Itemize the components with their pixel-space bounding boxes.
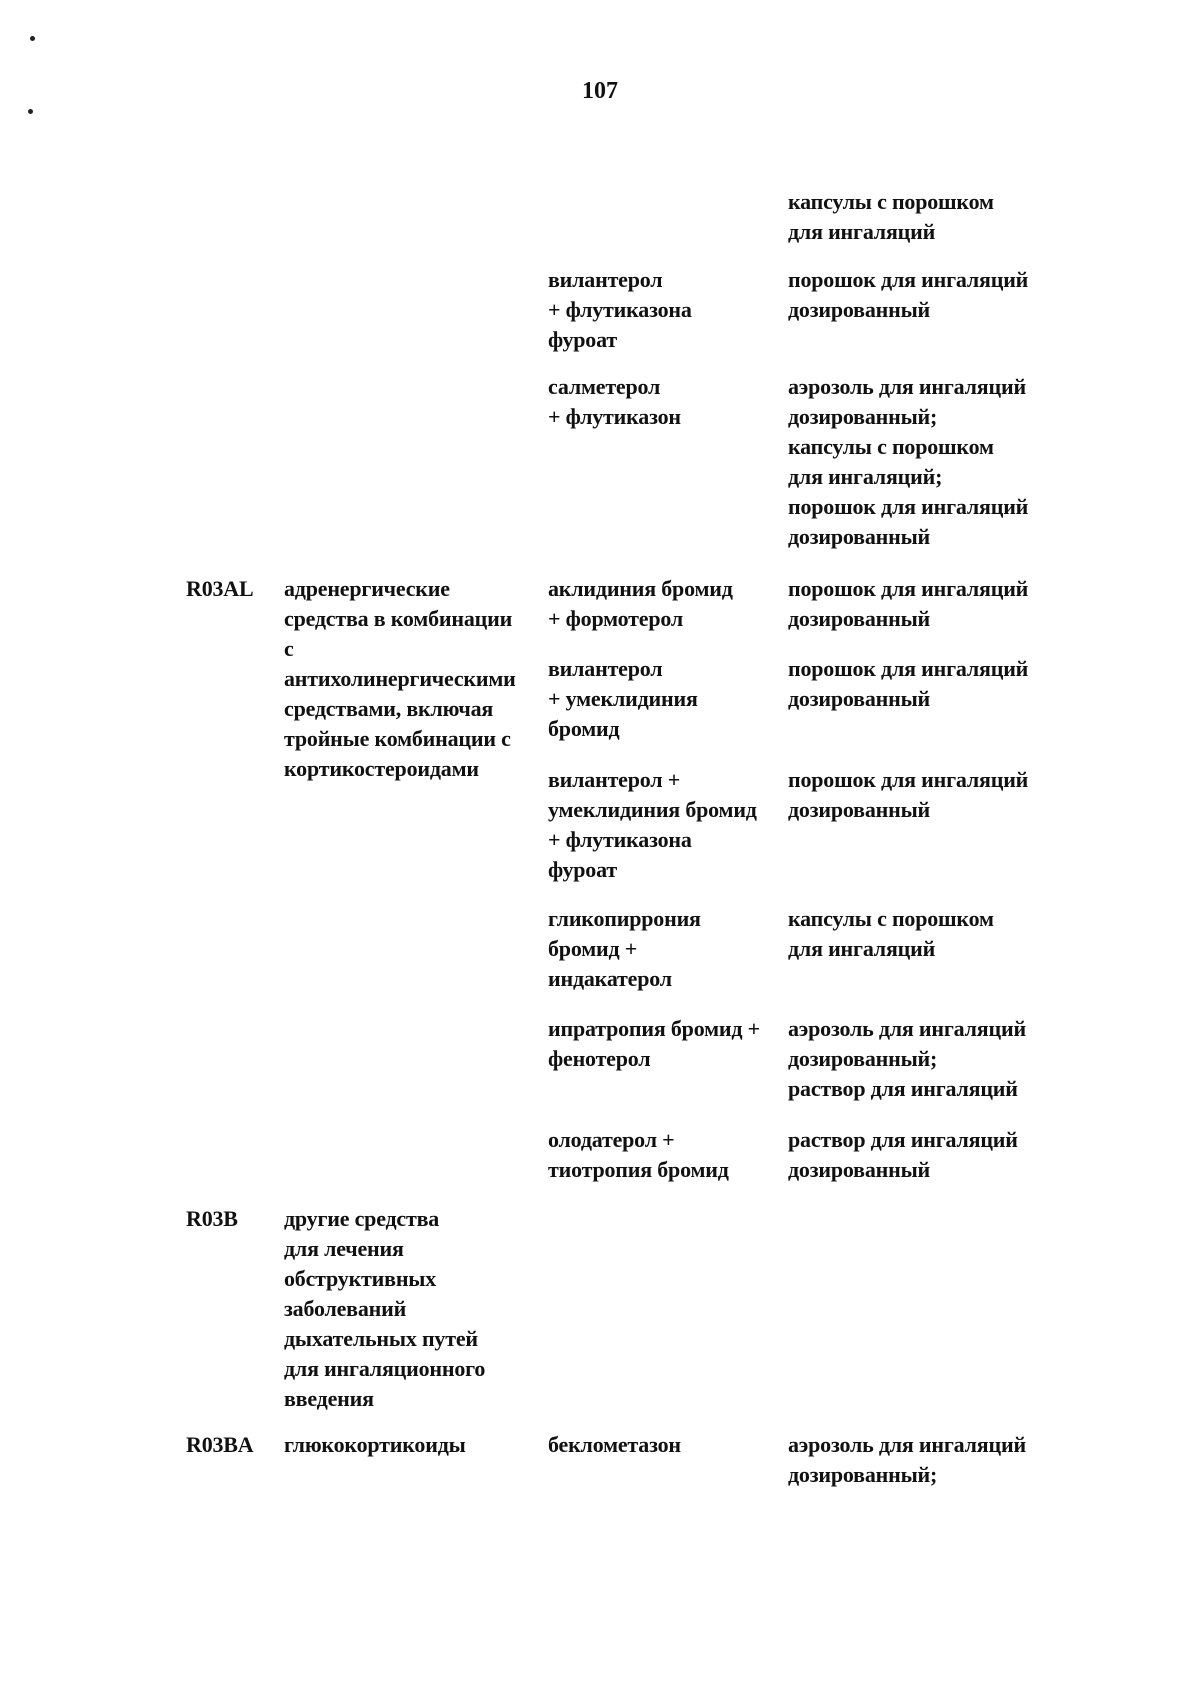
page-number: 107 — [582, 78, 618, 104]
drug-group: другие средства для лечения обструктивных заболеваний дыхательных путей для ингаляционного введения — [284, 1206, 486, 1411]
dosage-form: аэрозоль для ингаляций дозированный; раствор для ингаляций — [788, 1016, 1026, 1101]
substance-name: беклометазон — [548, 1432, 681, 1457]
atc-code: R03AL — [186, 576, 254, 601]
dosage-form: аэрозоль для ингаляций дозированный; капсулы с порошком для ингаляций; порошок для ингаляций дозированный — [788, 374, 1029, 549]
substance-name: гликопиррония бромид + индакатерол — [548, 906, 701, 991]
scan-speck — [28, 109, 33, 114]
dosage-form: капсулы с порошком для ингаляций — [788, 189, 994, 244]
substance-name: олодатерол + тиотропия бромид — [548, 1127, 729, 1182]
substance-name: аклидиния бромид + формотерол — [548, 576, 733, 631]
drug-group: адренергические средства в комбинации с антихолинергическими средствами, включая тройные комбинации с кортикостероидами — [284, 576, 516, 781]
scan-speck — [30, 36, 35, 41]
substance-name: вилантерол + умеклидиния бромид + флутиказона фуроат — [548, 767, 757, 882]
substance-name: салметерол + флутиказон — [548, 374, 681, 429]
substance-name: вилантерол + флутиказона фуроат — [548, 267, 692, 352]
dosage-form: порошок для ингаляций дозированный — [788, 656, 1029, 711]
atc-code: R03BA — [186, 1432, 254, 1457]
dosage-form: раствор для ингаляций дозированный — [788, 1127, 1018, 1182]
dosage-form: капсулы с порошком для ингаляций — [788, 906, 994, 961]
dosage-form: порошок для ингаляций дозированный — [788, 576, 1029, 631]
dosage-form: порошок для ингаляций дозированный — [788, 267, 1029, 322]
atc-code: R03B — [186, 1206, 238, 1231]
dosage-form: порошок для ингаляций дозированный — [788, 767, 1029, 822]
substance-name: вилантерол + умеклидиния бромид — [548, 656, 698, 741]
dosage-form: аэрозоль для ингаляций дозированный; — [788, 1432, 1026, 1487]
substance-name: ипратропия бромид + фенотерол — [548, 1016, 760, 1071]
drug-group: глюкокортикоиды — [284, 1432, 466, 1457]
